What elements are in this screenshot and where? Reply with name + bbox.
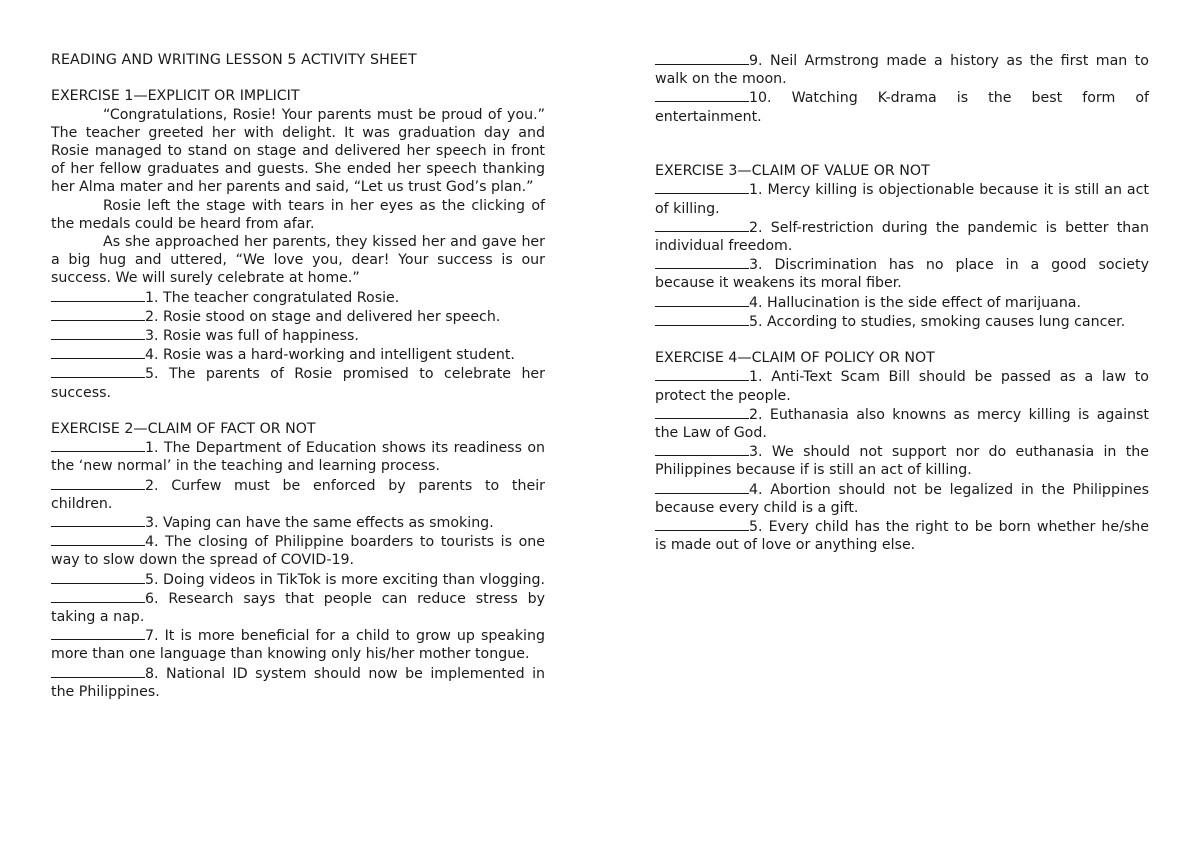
answer-blank[interactable] xyxy=(655,88,749,102)
exercise-item: 7. It is more beneficial for a child to grow up speaking more than one language than knowing only his/her mother tongue. xyxy=(51,628,545,663)
left-column xyxy=(51,51,545,701)
right-column xyxy=(655,51,1149,554)
answer-blank[interactable] xyxy=(51,307,145,321)
exercise-item: 2. Self-restriction during the pandemic is better than individual freedom. xyxy=(655,219,1149,254)
exercise-item: 8. National ID system should now be implemented in the Philippines. xyxy=(51,665,545,700)
exercise-item: 9. Neil Armstrong made a history as the first man to walk on the moon. xyxy=(655,53,1149,88)
answer-blank[interactable] xyxy=(655,218,749,232)
exercise-item: 5. The parents of Rosie promised to celebrate her success. xyxy=(51,366,545,401)
exercise-item: 4. Rosie was a hard-working and intelligent student. xyxy=(51,345,545,364)
answer-blank[interactable] xyxy=(655,367,749,381)
exercise-item: 10. Watching K-drama is the best form of entertainment. xyxy=(655,90,1149,125)
answer-blank[interactable] xyxy=(655,51,749,65)
story-paragraph: As she approached her parents, they kissed her and gave her a big hug and uttered, “We love you, dear! Your success is our success. We will surely celebrate at home.” xyxy=(51,234,545,287)
exercise-4-heading: EXERCISE 4—CLAIM OF POLICY OR NOT xyxy=(655,350,935,367)
answer-blank[interactable] xyxy=(655,442,749,456)
exercise-item: 2. Euthanasia also knowns as mercy killing is against the Law of God. xyxy=(655,406,1149,442)
answer-blank[interactable] xyxy=(51,476,145,490)
answer-blank[interactable] xyxy=(655,255,749,269)
exercise-item: 5. According to studies, smoking causes lung cancer. xyxy=(655,312,1149,331)
answer-blank[interactable] xyxy=(655,517,749,531)
answer-blank[interactable] xyxy=(51,589,145,603)
exercise-item: 1. The teacher congratulated Rosie. xyxy=(51,288,545,307)
exercise-item: 1. Anti-Text Scam Bill should be passed as a law to protect the people. xyxy=(655,369,1149,404)
answer-blank[interactable] xyxy=(51,626,145,640)
exercise-item: 2. Rosie stood on stage and delivered her speech. xyxy=(51,307,545,326)
exercise-item: 1. The Department of Education shows its readiness on the ‘new normal’ in the teaching and learning process. xyxy=(51,440,545,475)
exercise-item: 5. Every child has the right to be born whether he/she is made out of love or anything else. xyxy=(655,519,1149,554)
exercise-item: 5. Doing videos in TikTok is more exciting than vlogging. xyxy=(51,570,545,589)
exercise-item: 6. Research says that people can reduce stress by taking a nap. xyxy=(51,590,545,626)
exercise-1-heading: EXERCISE 1—EXPLICIT OR IMPLICIT xyxy=(51,88,300,105)
answer-blank[interactable] xyxy=(51,664,145,678)
exercise-3-heading: EXERCISE 3—CLAIM OF VALUE OR NOT xyxy=(655,163,930,180)
story-paragraph: Rosie left the stage with tears in her eyes as the clicking of the medals could be heard from afar. xyxy=(51,197,545,232)
answer-blank[interactable] xyxy=(51,345,145,359)
exercise-item: 3. Rosie was full of happiness. xyxy=(51,326,545,345)
exercise-item: 4. Abortion should not be legalized in the Philippines because every child is a gift. xyxy=(655,481,1149,516)
answer-blank[interactable] xyxy=(51,288,145,302)
exercise-item: 1. Mercy killing is objectionable because it is still an act of killing. xyxy=(655,182,1149,217)
story-paragraph: “Congratulations, Rosie! Your parents must be proud of you.” The teacher greeted her with delight. It was graduation day and Rosie managed to stand on stage and delivered her speech in front of her fellow graduates and guests. She ended her speech thanking her Alma mater and her parents and said, “Let us trust God’s plan.” xyxy=(51,106,545,196)
exercise-item: 3. Discrimination has no place in a good society because it weakens its moral fiber. xyxy=(655,257,1149,292)
answer-blank[interactable] xyxy=(51,570,145,584)
answer-blank[interactable] xyxy=(51,364,145,378)
exercise-item: 3. We should not support nor do euthanasia in the Philippines because if is still an act of killing. xyxy=(655,444,1149,479)
exercise-item: 4. The closing of Philippine boarders to tourists is one way to slow down the spread of COVID-19. xyxy=(51,534,545,569)
answer-blank[interactable] xyxy=(51,513,145,527)
answer-blank[interactable] xyxy=(655,480,749,494)
answer-blank[interactable] xyxy=(655,405,749,419)
exercise-item: 3. Vaping can have the same effects as smoking. xyxy=(51,513,545,532)
answer-blank[interactable] xyxy=(655,293,749,307)
answer-blank[interactable] xyxy=(655,180,749,194)
exercise-2-heading: EXERCISE 2—CLAIM OF FACT OR NOT xyxy=(51,421,316,438)
answer-blank[interactable] xyxy=(655,312,749,326)
exercise-item: 2. Curfew must be enforced by parents to their children. xyxy=(51,477,545,512)
answer-blank[interactable] xyxy=(51,532,145,546)
page-title: READING AND WRITING LESSON 5 ACTIVITY SHEET xyxy=(51,52,417,68)
answer-blank[interactable] xyxy=(51,438,145,452)
answer-blank[interactable] xyxy=(51,326,145,340)
exercise-item: 4. Hallucination is the side effect of marijuana. xyxy=(655,293,1149,312)
